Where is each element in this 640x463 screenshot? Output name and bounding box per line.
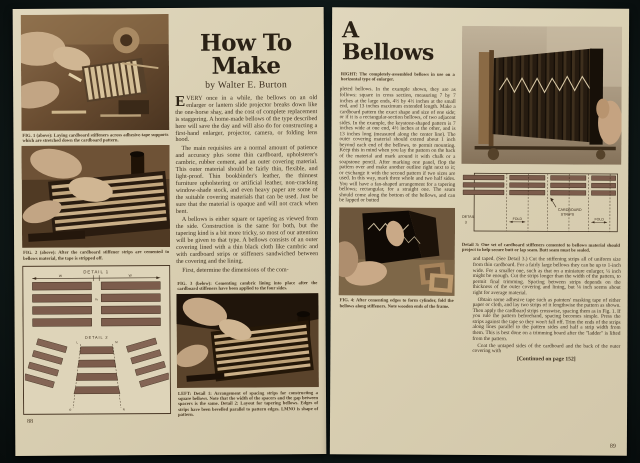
right-page-right-column — [460, 14, 622, 450]
detail3-caption: Detail 3: One set of cardboard stiffeners cemented to bellows material should project to help secure butt or lap seam. Butt seam must be sealed. — [461, 241, 620, 253]
detail1-dim-w-left: W — [58, 273, 62, 278]
body-paragraph: First, determine the dimensions of the com- — [182, 267, 289, 274]
fig3-caption: FIG. 3 (below): Cementing cambric lining into place after the cardboard stiffeners have been applied to the four sides. — [177, 279, 318, 291]
magazine-page-right — [330, 7, 629, 456]
article-byline: by Walter E. Burton — [205, 80, 288, 91]
detail2-label: DETAIL 2 — [84, 334, 109, 340]
pattern-letter-n: N — [122, 407, 125, 412]
body-paragraph: and taped. (See Detail 3.) Cut the stiffening strips all of uniform size from thin cardboard. For a fairly large bellows they can be up to 1-inch wide. For a smaller one, such as that on a miniature enlarger, ¼ inch might be enough. Cut the strips longer than the width of the pattern, to permit final trimming. Spacing between strips depends on the thickness of the outer covering and lining, but ⅛ inch seems about right for average material. — [472, 256, 621, 296]
detail-diagram-box — [22, 265, 171, 415]
page-number-left: 88 — [27, 418, 34, 425]
detail3-diagram — [461, 168, 621, 241]
detail1-diagram — [24, 268, 168, 331]
top-photo-caption: RIGHT: The completely-assembled bellows in use on a horizontal type of enlarger. — [340, 71, 455, 82]
fig1-photo — [21, 14, 170, 131]
fig4-photo — [339, 208, 455, 297]
fig2-caption: FIG. 2 (above): After the cardboard stiffener strips are cemented to bellows material, the tape is stripped off. — [23, 249, 170, 261]
continued-notice: [Continued on page 152] — [517, 355, 576, 363]
pattern-letter-o: O — [69, 407, 72, 412]
drop-cap: E — [175, 93, 186, 110]
detail3-label-line1: DETAIL — [461, 214, 475, 219]
fig4-caption: FIG. 4: After cementing edges to form cylinder, fold the bellows along stiffeners. Note wooden ends of the frame. — [339, 297, 454, 309]
fig4-photo-art — [339, 208, 455, 297]
fig2-photo — [21, 145, 170, 248]
magazine-page-left — [13, 7, 327, 456]
body-paragraph-text: VERY once in a while, the bellows on an old enlarger or lantern slide projector breaks down like the one-horse shay, and the cost of complete replacement is staggering. A home-made bellows of the type described here will save the day and will also do for constructing a first-hand enlarger, projector, camera, or folding lens hood. — [175, 95, 318, 144]
pattern-letter-m: M — [115, 339, 118, 344]
body-paragraph: pleted bellows. In the example shown, they are as follows: square in cross section, measuring 7 by 7 inches at the large ends, 4½ by 4½ inches at the small end, and 13 inches maximum extended length. Make a cardboard pattern the exact shape and size of one side; or if it is a rectangular-section bellows, of two adjacent sides. In the example, the keystone-shaped pattern is 7 inches wide at one end, 4½ inches at the other, and is 13 inches long (measured along the center line). The outer covering material should extend about 1 inch beyond each end of the bellows, to permit mounting. Keep this in mind when you lay the pattern on the back of the material and mark around it with chalk or a soapstone pencil. After marking one panel, flop the pattern over and make another outline right next to it; or exchange it with the second pattern if two sizes are used. In this way, mark three whole and two half sides. You will have a fan-shaped arrangement for a tapering bellows; rectangular, for a straight one. The seam should come along the bottom of the bellows, and can be lapped or butted — [339, 86, 456, 204]
fig3-photo-art — [176, 293, 319, 388]
detail3-label-line2: 3 — [464, 220, 467, 225]
right-page-col1-body — [339, 88, 456, 207]
page-number-right: 89 — [609, 443, 616, 450]
left-page-text-column — [175, 13, 320, 449]
pattern-letter-l: L — [76, 340, 79, 345]
body-paragraph: A bellows is either square or tapering as viewed from the side. Construction is the same for both, but the tapering kind is a bit more tricky, so most of our attention will be given to that type. A bellows consists of an outer covering lined with a thin black cloth like cambric and with cardboard strips or stiffeners sandwiched between the covering and the lining. — [175, 216, 319, 265]
body-paragraph: The main requisites are a normal amount of patience and accuracy plus some thin cardboard, upholsterer's cambric, rubber cement, and an outer covering material. This outer material should be fairly thin, flexible, and light-proof. Thin bookbinder's leather, the thinnest furniture upholstering or artificial leather, non-cracking window-shade stock, and even heavy paper are some of the suitable covering materials that can be used. Just be sure that the material is opaque and will not crack when bent. — [175, 145, 318, 215]
fold-label-left: FOLD — [512, 216, 523, 222]
fig1-photo-art — [21, 14, 170, 131]
fold-annotation-left — [509, 217, 525, 223]
cardboard-strips-label-line2: STRIPS — [560, 212, 575, 217]
article-title-part2: A Bellows — [341, 17, 434, 66]
detail1-dim-gap: ⅛ — [95, 297, 98, 302]
article-title-part1: How To Make — [199, 29, 292, 80]
detail1-dim-w-right: W — [128, 273, 132, 278]
fig2-photo-art — [21, 145, 170, 248]
cardboard-strips-label-line1: CARDBOARD — [557, 207, 582, 213]
right-page-col2-body — [460, 257, 621, 363]
right-page-left-column — [338, 13, 456, 449]
left-page-photo-column — [21, 14, 172, 450]
detail2-diagram — [25, 333, 169, 412]
fold-label-right: FOLD — [594, 217, 604, 222]
fold-annotation-right — [591, 217, 607, 223]
body-paragraph: Obtain some adhesive tape such as painters' masking tape of either paper or cloth, and lay two strips of it lengthwise the pattern as shown. Then apply the cardboard strips crosswise, spacing them as in Fig. 1. If you rule the pattern beforehand, spacing becomes simple. Press the strips against the tape so they won't fall off. Trim the ends of the strips along lines parallel to the pattern sides and half a strip width from them. This is best done on a trimming board after the "ladder" is lifted from the pattern. — [472, 296, 621, 342]
bellows-photo-art — [461, 26, 622, 165]
detail-diagram-caption: LEFT: Detail 1: Arrangement of spacing strips for constructing a square bellows. Note that the width of the spacers and the gap between spacers is the same. Detail 2: Layout for tapering bellows. Edges of strips have been bevelled parallel to pattern edges. LMNO is shape of pattern. — [177, 390, 319, 417]
detail1-label: DETAIL 1 — [83, 269, 110, 275]
body-paragraph — [175, 95, 317, 144]
fig1-caption: FIG. 1 (above): Laying cardboard stiffeners across adhesive-tape supports which are stretched down the cardboard pattern. — [22, 132, 169, 144]
fig3-photo — [176, 293, 319, 388]
bellows-photo — [461, 26, 622, 165]
body-paragraph: Coat the untaped sides of the cardboard and the back of the outer covering with — [472, 342, 621, 355]
left-page-body — [175, 95, 318, 277]
